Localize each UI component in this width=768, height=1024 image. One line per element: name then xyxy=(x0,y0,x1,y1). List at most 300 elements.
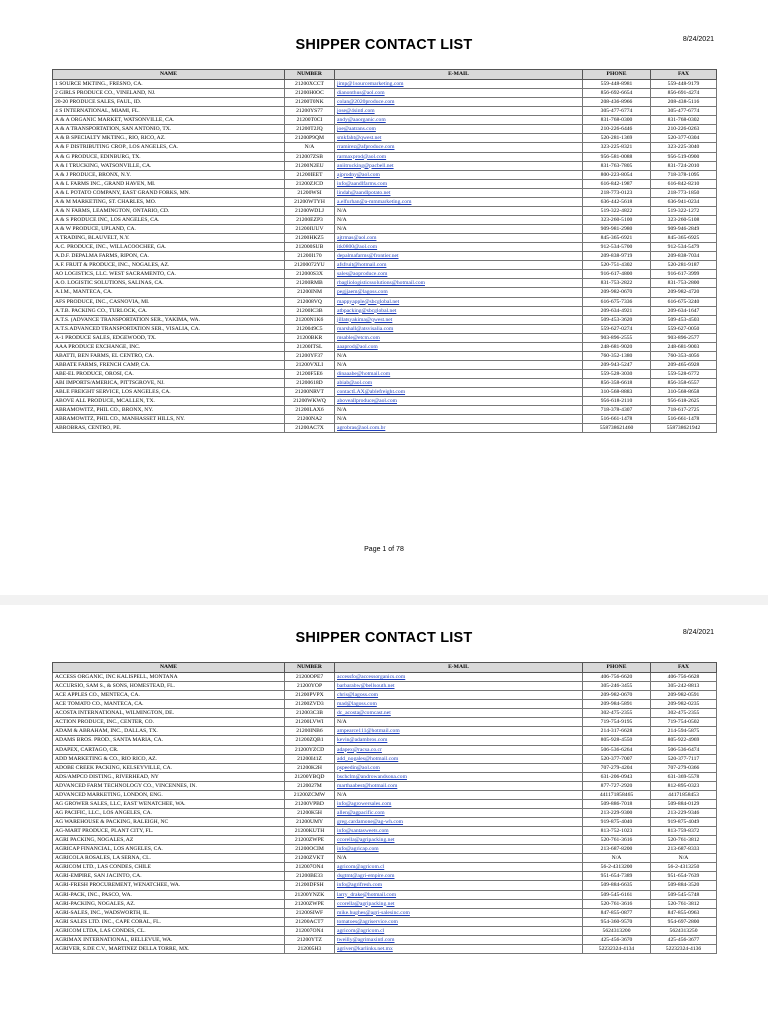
column-header-number: NUMBER xyxy=(285,70,335,80)
cell-fax: 616-842-8210 xyxy=(651,179,717,188)
cell-phone: 519-322-4822 xyxy=(583,206,651,215)
cell-phone: 248-681-9020 xyxy=(583,342,651,351)
email-link[interactable]: jose@4sintl.com xyxy=(335,107,583,116)
cell-number: 21200ZVKT xyxy=(285,854,335,863)
cell-name: A & A ORGANIC MARKET, WATSONVILLE, CA. xyxy=(53,116,285,125)
cell-number: 21200YF37 xyxy=(285,351,335,360)
email-link[interactable]: smkfaht@qwest.net xyxy=(335,134,583,143)
email-link[interactable]: dsgtmt@agri-empire.com xyxy=(335,872,583,881)
cell-number: 21200I41Z xyxy=(285,754,335,763)
cell-number: 21200ZQB1 xyxy=(285,736,335,745)
cell-number: 21200UMY xyxy=(285,818,335,827)
email-link[interactable]: lindah@aandlpotato.net xyxy=(335,188,583,197)
cell-fax: 956-618-2625 xyxy=(651,397,717,406)
cell-phone: 425-456-3670 xyxy=(583,935,651,944)
page-title: SHIPPER CONTACT LIST xyxy=(295,37,473,53)
cell-phone: 302-475-2355 xyxy=(583,709,651,718)
cell-name: ACCURSIO, SAM S., & SONS, HOMESTEAD, FL. xyxy=(53,682,285,691)
cell-phone: 760-352-1380 xyxy=(583,351,651,360)
cell-fax: N/A xyxy=(651,854,717,863)
cell-number: 21200ACT7 xyxy=(285,917,335,926)
cell-phone: 831-763-7805 xyxy=(583,161,651,170)
cell-fax: 406-756-6628 xyxy=(651,673,717,682)
email-link[interactable]: agricom@agricom.cl xyxy=(335,926,583,935)
cell-fax: 520-377-7117 xyxy=(651,754,717,763)
email-link[interactable]: chris@lagoss.com xyxy=(335,691,583,700)
cell-fax: 831-768-0302 xyxy=(651,116,717,125)
table-row xyxy=(53,397,717,406)
cell-number: 21200LAX6 xyxy=(285,406,335,415)
cell-number: 21200PVPX xyxy=(285,691,335,700)
table-row xyxy=(53,763,717,772)
cell-fax: 951-654-7639 xyxy=(651,872,717,881)
table-row xyxy=(53,342,717,351)
cell-fax: 208-438-5116 xyxy=(651,98,717,107)
email-link[interactable]: info@aandlfarms.com xyxy=(335,179,583,188)
email-link[interactable]: aaaprod@aol.com xyxy=(335,342,583,351)
table-row xyxy=(53,935,717,944)
table-row xyxy=(53,836,717,845)
cell-fax: 5624313250 xyxy=(651,926,717,935)
cell-name: A & L POTATO COMPANY, EAST GRAND FORKS, MN. xyxy=(53,188,285,197)
cell-name: AGRI-SALES, INC., WADSWORTH, IL. xyxy=(53,908,285,917)
email-link[interactable]: bschclm@androwandsona.com xyxy=(335,772,583,781)
table-row xyxy=(53,872,717,881)
cell-name: AG GROWER SALES, LLC, EAST WENATCHEE, WA. xyxy=(53,799,285,808)
email-link[interactable]: abiab@aol.com xyxy=(335,379,583,388)
cell-phone: 520-751-4302 xyxy=(583,261,651,270)
cell-number: 212005H3 xyxy=(285,944,335,953)
cell-name: ADD MARKETING & CO., RIO RICO, AZ. xyxy=(53,754,285,763)
table-row xyxy=(53,215,717,224)
table-row xyxy=(53,781,717,790)
column-header-name: NAME xyxy=(53,663,285,673)
cell-number: 21200K2H xyxy=(285,763,335,772)
cell-name: ADVANCED FARM TECHNOLOGY CO., VINCENNES, IN. xyxy=(53,781,285,790)
cell-number: 21200WKWQ xyxy=(285,397,335,406)
cell-phone: 208-436-8966 xyxy=(583,98,651,107)
cell-number: 21200XCCT xyxy=(285,80,335,89)
table-row xyxy=(53,899,717,908)
cell-number: 21200IC3B xyxy=(285,306,335,315)
email-link[interactable]: accessfo@accessorganics.com xyxy=(335,673,583,682)
page-footer: Page 1 of 78 xyxy=(364,546,404,553)
cell-phone: 916-617-4800 xyxy=(583,270,651,279)
cell-phone: 951-654-7389 xyxy=(583,872,651,881)
cell-number: 21200NA2 xyxy=(285,415,335,424)
cell-name: A.T.S. (ADVANCE TRANSPORTATION SER., YAKIMA, WA. xyxy=(53,315,285,324)
column-header-email: E-MAIL xyxy=(335,70,583,80)
cell-number: 2120027M xyxy=(285,781,335,790)
email-link[interactable]: larry_drake@hotmail.com xyxy=(335,890,583,899)
email-link[interactable]: dc_acosta@comcast.net xyxy=(335,709,583,718)
table-row xyxy=(53,324,717,333)
cell-phone: 954-360-9570 xyxy=(583,917,651,926)
cell-name: A-1 PRODUCE SALES, EDGEWOOD, TX. xyxy=(53,333,285,342)
cell-name: AGRICOLA ROSALES, LA SERNA, CL. xyxy=(53,854,285,863)
table-row xyxy=(53,134,717,143)
table-row xyxy=(53,818,717,827)
cell-name: A.D.F. DEPALMA FARMS, RIPON, CA. xyxy=(53,252,285,261)
cell-email: N/A xyxy=(335,351,583,360)
cell-fax: 214-594-5875 xyxy=(651,727,717,736)
cell-fax: 213-687-8333 xyxy=(651,845,717,854)
email-link[interactable]: rramirez@afproduce.com xyxy=(335,143,583,152)
email-link[interactable]: agrobras@aol.com.br xyxy=(335,424,583,433)
email-link[interactable]: agricom@agricom.cl xyxy=(335,863,583,872)
table-row xyxy=(53,252,717,261)
cell-fax: 719-754-0502 xyxy=(651,718,717,727)
cell-fax: 520-377-0304 xyxy=(651,134,717,143)
cell-name: ACOSTA INTERNATIONAL, WILMINGTON, DE. xyxy=(53,709,285,718)
cell-name: ABOVE ALL PRODUCE, MCALLEN, TX. xyxy=(53,397,285,406)
email-link[interactable]: atbpacking@sbcglobal.net xyxy=(335,306,583,315)
cell-number: 21200YZCD xyxy=(285,745,335,754)
column-header-fax: FAX xyxy=(651,70,717,80)
email-link[interactable]: colan@2020produce.com xyxy=(335,98,583,107)
cell-number: 2120049C5 xyxy=(285,324,335,333)
table-row xyxy=(53,700,717,709)
table-header-row xyxy=(53,663,717,673)
table-row xyxy=(53,890,717,899)
cell-number: 21200NRVT xyxy=(285,388,335,397)
table-row xyxy=(53,854,717,863)
email-link[interactable]: info@agrowersales.com xyxy=(335,799,583,808)
cell-fax: 520-761-3812 xyxy=(651,899,717,908)
table-row xyxy=(53,89,717,98)
cell-number: 21200P9QM xyxy=(285,134,335,143)
email-link[interactable]: agriver@karlinks.net.mx xyxy=(335,944,583,953)
email-link[interactable]: ajprodny@aol.com xyxy=(335,170,583,179)
cell-fax: 209-838-7034 xyxy=(651,252,717,261)
cell-name: A.T.S.ADVANCED TRANSPORTATION SER., VISALIA, CA. xyxy=(53,324,285,333)
email-link[interactable]: kevin@adambros.com xyxy=(335,736,583,745)
cell-email: N/A xyxy=(335,718,583,727)
cell-fax: 831-724-2010 xyxy=(651,161,717,170)
table-row xyxy=(53,152,717,161)
email-link[interactable]: mike.hughes@agri-salesinc.com xyxy=(335,908,583,917)
cell-name: A & N FARMS, LEAMINGTON, ONTARIO, CD. xyxy=(53,206,285,215)
cell-phone: 310-568-8883 xyxy=(583,388,651,397)
cell-phone: 213-687-8200 xyxy=(583,845,651,854)
cell-number: 212000SUB xyxy=(285,243,335,252)
table-row xyxy=(53,754,717,763)
email-link[interactable]: greg.cardamone@ag-wh.com xyxy=(335,818,583,827)
email-link[interactable]: info@agrifresh.com xyxy=(335,881,583,890)
contact-table xyxy=(52,69,717,433)
email-link[interactable]: depalmafarms@frontier.net xyxy=(335,252,583,261)
email-link[interactable]: joe@aatrans.com xyxy=(335,125,583,134)
email-link[interactable]: ccorella@agripacking.net xyxy=(335,899,583,908)
table-row xyxy=(53,745,717,754)
cell-phone: 847-855-0877 xyxy=(583,908,651,917)
cell-phone: 559-528-3030 xyxy=(583,370,651,379)
cell-number: 21200H0OC xyxy=(285,89,335,98)
email-link[interactable]: ajtrmas@aol.com xyxy=(335,234,583,243)
cell-name: ADAPEX, CARTAGO, CR. xyxy=(53,745,285,754)
cell-fax: 516-661-1478 xyxy=(651,415,717,424)
table-row xyxy=(53,709,717,718)
table-row xyxy=(53,333,717,342)
cell-number: 212007ZSB xyxy=(285,152,335,161)
cell-phone: 616-842-1987 xyxy=(583,179,651,188)
table-row xyxy=(53,351,717,360)
table-row xyxy=(53,790,717,799)
email-link[interactable]: contactLAX@ablefreight.com xyxy=(335,388,583,397)
cell-phone: 831-768-0300 xyxy=(583,116,651,125)
cell-phone: 559-627-0274 xyxy=(583,324,651,333)
cell-fax: 209-982-4720 xyxy=(651,288,717,297)
cell-phone: 209-634-4921 xyxy=(583,306,651,315)
cell-phone: 520-377-7007 xyxy=(583,754,651,763)
cell-fax: 52232324-4136 xyxy=(651,944,717,953)
cell-number: 21200K5H xyxy=(285,808,335,817)
cell-fax: 956-519-0900 xyxy=(651,152,717,161)
cell-fax: 831-753-2800 xyxy=(651,279,717,288)
document-page-2 xyxy=(0,605,768,1024)
cell-fax: 323-225-3040 xyxy=(651,143,717,152)
cell-name: AG WAREHOUSE & PACKING, RALEIGH, NC xyxy=(53,818,285,827)
cell-fax: 636-941-0234 xyxy=(651,197,717,206)
cell-fax: 559-627-0050 xyxy=(651,324,717,333)
email-link[interactable]: pegjjaem@lagoss.com xyxy=(335,288,583,297)
cell-fax: 509-453-4503 xyxy=(651,315,717,324)
email-link[interactable]: info@agricap.com xyxy=(335,845,583,854)
cell-fax: 310-568-8658 xyxy=(651,388,717,397)
table-row xyxy=(53,379,717,388)
cell-email: N/A xyxy=(335,225,583,234)
cell-number: 21200ZVD3 xyxy=(285,700,335,709)
cell-phone: 909-981-2980 xyxy=(583,225,651,234)
email-link[interactable]: rarmaxprod@aol.com xyxy=(335,152,583,161)
table-row xyxy=(53,881,717,890)
cell-fax: 954-697-2800 xyxy=(651,917,717,926)
cell-email: N/A xyxy=(335,206,583,215)
cell-email: N/A xyxy=(335,215,583,224)
cell-fax: 916-617-3999 xyxy=(651,270,717,279)
cell-number: 21200WTYH xyxy=(285,197,335,206)
cell-number: 21200INB6 xyxy=(285,727,335,736)
email-link[interactable]: ccorella@agripacking.net xyxy=(335,836,583,845)
cell-phone: 616-675-7336 xyxy=(583,297,651,306)
cell-phone: 516-661-1478 xyxy=(583,415,651,424)
cell-number: 21200ZCMW xyxy=(285,790,335,799)
cell-name: A & W PRODUCE, UPLAND, CA. xyxy=(53,225,285,234)
cell-phone: 813-752-1023 xyxy=(583,827,651,836)
cell-name: AAA PRODUCE EXCHANGE, INC. xyxy=(53,342,285,351)
email-link[interactable]: sales@aoproduce.com xyxy=(335,270,583,279)
cell-number: 212003C3B xyxy=(285,709,335,718)
table-row xyxy=(53,406,717,415)
cell-phone: 707-279-4204 xyxy=(583,763,651,772)
table-row xyxy=(53,415,717,424)
email-link[interactable]: adapex@racsa.co.cr xyxy=(335,745,583,754)
cell-name: A.T.B. PACKING CO., TURLOCK, CA. xyxy=(53,306,285,315)
cell-fax: 305-242-8813 xyxy=(651,682,717,691)
cell-name: 4 S INTERNATIONAL, MIAMI, FL. xyxy=(53,107,285,116)
cell-fax: 248-681-9003 xyxy=(651,342,717,351)
cell-fax: 909-946-2849 xyxy=(651,225,717,234)
cell-phone: 856-692-6654 xyxy=(583,89,651,98)
email-link[interactable]: dinaaabe@hotmail.com xyxy=(335,370,583,379)
email-link[interactable]: marshall@atsvisalia.com xyxy=(335,324,583,333)
cell-name: A & I TRUCKING, WATSONVILLE, CA. xyxy=(53,161,285,170)
cell-name: ABRAMOWITZ, PHIL CO., MANHASSET HILLS, NY. xyxy=(53,415,285,424)
table-row xyxy=(53,370,717,379)
cell-email: N/A xyxy=(335,360,583,369)
cell-name: ABLE FREIGHT SERVICE, LOS ANGELES, CA. xyxy=(53,388,285,397)
email-link[interactable]: jillatsyakima@qwest.net xyxy=(335,315,583,324)
cell-number: 21200072YU xyxy=(285,261,335,270)
cell-fax: 209-634-1647 xyxy=(651,306,717,315)
table-body xyxy=(53,80,717,433)
table-row xyxy=(53,691,717,700)
cell-name: ABATTI, BEN FARMS, EL CENTRO, CA. xyxy=(53,351,285,360)
cell-email: N/A xyxy=(335,790,583,799)
cell-fax: 558738621942 xyxy=(651,424,717,433)
email-link[interactable]: msable@etcm.com xyxy=(335,333,583,342)
cell-number: 21200SIWF xyxy=(285,908,335,917)
cell-name: AGRI-EMPIRE, SAN JACINTO, CA. xyxy=(53,872,285,881)
cell-fax: 903-896-2577 xyxy=(651,333,717,342)
cell-phone: 441171858465 xyxy=(583,790,651,799)
cell-fax: 707-279-0366 xyxy=(651,763,717,772)
cell-phone: 209-943-5247 xyxy=(583,360,651,369)
cell-name: ADS/AMPCO DISTING., RIVERHEAD, NY xyxy=(53,772,285,781)
cell-number: 21200YS77 xyxy=(285,107,335,116)
email-link[interactable]: ampearce111@hotmail.com xyxy=(335,727,583,736)
cell-number: 21200VPBD xyxy=(285,799,335,808)
email-link[interactable]: itk0800@aol.com xyxy=(335,243,583,252)
table-row xyxy=(53,827,717,836)
cell-name: ACTION PRODUCE, INC., CENTER, CO. xyxy=(53,718,285,727)
cell-name: A & S PRODUCE INC, LOS ANGELES, CA. xyxy=(53,215,285,224)
cell-phone: 919-875-4040 xyxy=(583,818,651,827)
email-link[interactable]: pspeedin@aol.com xyxy=(335,763,583,772)
cell-phone: 719-754-9195 xyxy=(583,718,651,727)
cell-number: 21200OPE7 xyxy=(285,673,335,682)
cell-phone: 56-2-4313200 xyxy=(583,863,651,872)
table-row xyxy=(53,143,717,152)
table-row xyxy=(53,297,717,306)
cell-name: A.O. LOGISTIC SOLUTIONS, SALINAS, CA. xyxy=(53,279,285,288)
cell-number: 21200EZP3 xyxy=(285,215,335,224)
cell-name: A & F DISTRIBUTING CROP., LOS ANGELES, CA. xyxy=(53,143,285,152)
cell-fax: 44171858453 xyxy=(651,790,717,799)
cell-number: 21200WSI xyxy=(285,188,335,197)
email-link[interactable]: info@santasweets.com xyxy=(335,827,583,836)
cell-phone: 520-761-3616 xyxy=(583,899,651,908)
email-link[interactable]: dianonthus@aol.com xyxy=(335,89,583,98)
cell-phone: 520-281-1369 xyxy=(583,134,651,143)
cell-name: A.I.M., MANTECA, CA. xyxy=(53,288,285,297)
cell-name: ACE TOMATO CO., MANTECA, CA. xyxy=(53,700,285,709)
table-row xyxy=(53,424,717,433)
email-link[interactable]: barbarabw@bellsouth.net xyxy=(335,682,583,691)
cell-name: AGRI-FRESH PROCUREMENT, WENATCHEE, WA. xyxy=(53,881,285,890)
cell-fax: 509-884-0129 xyxy=(651,799,717,808)
table-header-row xyxy=(53,70,717,80)
cell-phone: N/A xyxy=(583,854,651,863)
report-date: 8/24/2021 xyxy=(682,36,714,43)
email-link[interactable]: afsfruit@hotmail.com xyxy=(335,261,583,270)
cell-number: 21200I170 xyxy=(285,252,335,261)
email-link[interactable]: tweilly@agrimaxintl.com xyxy=(335,935,583,944)
cell-name: AGRI-PACKING, NOGALES, AZ. xyxy=(53,899,285,908)
table-row xyxy=(53,161,717,170)
cell-phone: 520-761-3616 xyxy=(583,836,651,845)
table-row xyxy=(53,270,717,279)
cell-fax: 856-691-4274 xyxy=(651,89,717,98)
cell-phone: 52232324-4134 xyxy=(583,944,651,953)
email-link[interactable]: aboveallproduce@aol.com xyxy=(335,397,583,406)
cell-name: AO LOGISTICS, LLC. WEST SACRAMENTO, CA. xyxy=(53,270,285,279)
cell-name: AG-MART PRODUCE, PLANT CITY, FL. xyxy=(53,827,285,836)
table-row xyxy=(53,197,717,206)
cell-phone: 636-442-5618 xyxy=(583,197,651,206)
table-body xyxy=(53,673,717,954)
email-link[interactable]: aniitrucking@pacbell.net xyxy=(335,161,583,170)
email-link[interactable]: mad@lagoss.com xyxy=(335,700,583,709)
cell-fax: 213-229-9346 xyxy=(651,808,717,817)
cell-fax: 847-855-0963 xyxy=(651,908,717,917)
cell-name: ADVANCED MARKETING, LONDON, ENG. xyxy=(53,790,285,799)
cell-number: 21200F5E6 xyxy=(285,370,335,379)
cell-phone: 323-260-5100 xyxy=(583,215,651,224)
cell-phone: 631-206-0943 xyxy=(583,772,651,781)
email-link[interactable]: marthaabest@hotmail.com xyxy=(335,781,583,790)
cell-fax: 718-378-1095 xyxy=(651,170,717,179)
table-row xyxy=(53,315,717,324)
email-link[interactable]: add_nogales@hotmail.com xyxy=(335,754,583,763)
cell-number: 21200WDLJ xyxy=(285,206,335,215)
cell-name: AGRI-PACK, INC., PASCO, WA. xyxy=(53,890,285,899)
cell-name: AGRIMAX INTERNATIONAL, BELLEVUE, WA. xyxy=(53,935,285,944)
table-row xyxy=(53,908,717,917)
cell-phone: 558738621460 xyxy=(583,424,651,433)
cell-phone: 509-545-6161 xyxy=(583,890,651,899)
cell-fax: 210-226-0263 xyxy=(651,125,717,134)
email-link[interactable]: rbagliologisticssolutions@hotmail.com xyxy=(335,279,583,288)
cell-fax: 912-534-5479 xyxy=(651,243,717,252)
table-row xyxy=(53,234,717,243)
email-link[interactable]: tomatoes@agriservice.com xyxy=(335,917,583,926)
cell-name: A & L FARMS INC., GRAND HAVEN, MI. xyxy=(53,179,285,188)
cell-number: 21200KUTH xyxy=(285,827,335,836)
cell-fax: 856-358-6557 xyxy=(651,379,717,388)
email-link[interactable]: andy@aaorganic.com xyxy=(335,116,583,125)
cell-phone: 210-226-6446 xyxy=(583,125,651,134)
cell-name: ABRAMOWITZ, PHIL CO., BRONX, NY. xyxy=(53,406,285,415)
cell-phone: 209-982-0670 xyxy=(583,691,651,700)
email-link[interactable]: allen@agpacific.com xyxy=(335,808,583,817)
cell-name: AFS PRODUCE, INC., CASNOVIA, MI. xyxy=(53,297,285,306)
cell-number: 21200LVWI xyxy=(285,718,335,727)
cell-number: 21200YNZK xyxy=(285,890,335,899)
column-header-email: E-MAIL xyxy=(335,663,583,673)
cell-phone: 5624313200 xyxy=(583,926,651,935)
email-link[interactable]: mappyapple@sbcglobal.net xyxy=(335,297,583,306)
cell-phone: 209-838-9719 xyxy=(583,252,651,261)
cell-fax: 813-759-8372 xyxy=(651,827,717,836)
cell-number: 21200INM xyxy=(285,288,335,297)
cell-phone: 903-896-2555 xyxy=(583,333,651,342)
cell-phone: 877-727-2920 xyxy=(583,781,651,790)
email-link[interactable]: jimp@1sourcemarketing.com xyxy=(335,80,583,89)
email-link[interactable]: a.elfurhan@a-mmmarketing.com xyxy=(335,197,583,206)
cell-phone: 209-982-0670 xyxy=(583,288,651,297)
cell-number: 21200YOP xyxy=(285,682,335,691)
